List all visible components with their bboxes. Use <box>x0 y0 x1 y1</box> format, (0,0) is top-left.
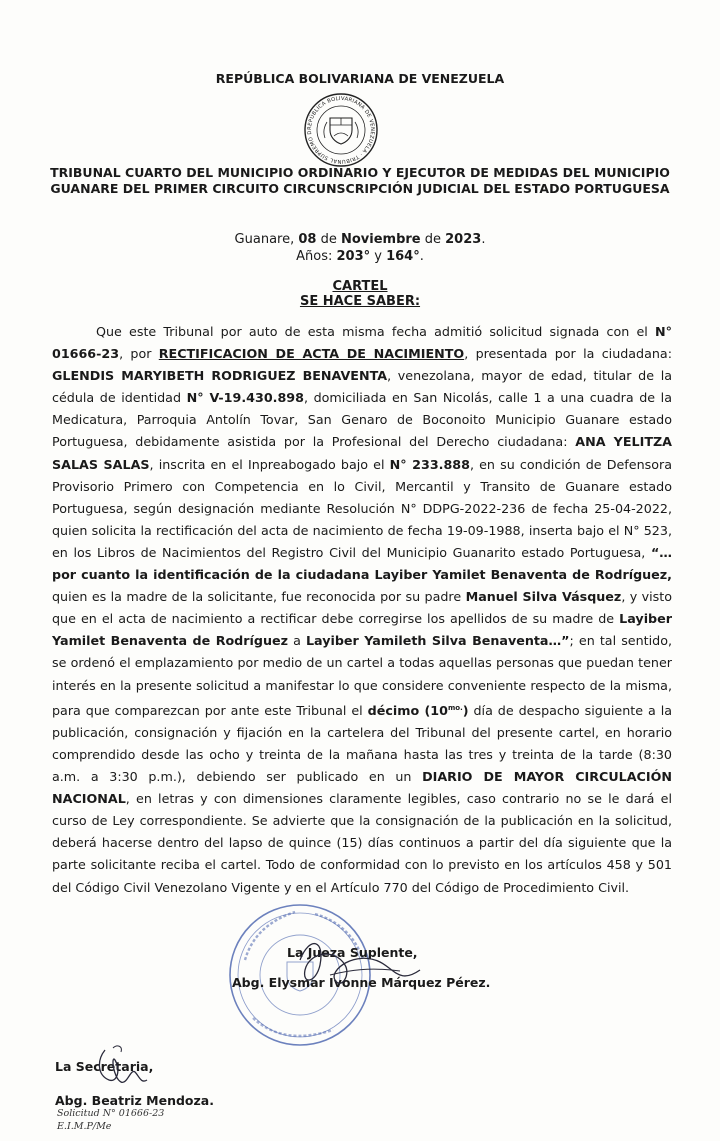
date-line <box>0 231 720 265</box>
coat-of-arms-seal <box>303 92 379 168</box>
date-years-line: Años: 203° y 164°. <box>296 249 424 264</box>
tribunal-heading: TRIBUNAL CUARTO DEL MUNICIPIO ORDINARIO Y EJECUTOR DE MEDIDAS DEL MUNICIPIO GUANARE DEL PRIMER CIRCUITO CIRCUNSCRIPCIÓN JUDICIAL DEL ESTADO PORTUGUESA <box>50 165 670 196</box>
judge-name: Abg. Elysmar Ivonne Márquez Pérez. <box>232 975 491 990</box>
seal-text: REPÚBLICA BOLIVARIANA DE VENEZUELA · TRIBUNAL SUPREMO D <box>306 95 376 165</box>
date-city-line: Guanare, 08 de Noviembre de 2023. <box>234 232 486 247</box>
cartel-title: CARTEL <box>332 279 388 294</box>
judge-signature-block <box>232 938 492 998</box>
secretary-title: La Secretaria, <box>55 1059 154 1074</box>
file-number: Solicitud N° 01666-23 <box>57 1108 165 1119</box>
initials: E.I.M.P/Me <box>57 1121 112 1132</box>
judge-title: La Jueza Suplente, <box>287 945 418 960</box>
file-reference <box>57 1107 217 1133</box>
document-title <box>0 279 720 309</box>
country-heading: REPÚBLICA BOLIVARIANA DE VENEZUELA <box>215 71 505 86</box>
secretary-name: Abg. Beatriz Mendoza. <box>55 1093 214 1108</box>
body-paragraph: Que este Tribunal por auto de esta misma fecha admitió solicitud signada con el N° 01666-23, por RECTIFICACION DE ACTA DE NACIMIENTO, presentada por la ciudadana: GLENDIS MARYIBETH RODRIGUEZ BENAVENTA, venezolana, mayor de edad, titular de la cédula de identidad N° V-19.430.898, domiciliada en San Nicolás, calle 1 a una cuadra de la Medicatura, Parroquia Antolín Tovar, San Genaro de Boconoito Municipio Guanare estado Portuguesa, debidamente asistida por la Profesional del Derecho ciudadana: ANA YELITZA SALAS SALAS, inscrita en el Inpreabogado bajo el N° 233.888, en su condición de Defensora Provisorio Primero con Competencia en lo Civil, Mercantil y Transito de Guanare estado Portuguesa, según designación mediante Resolución N° DDPG-2022-236 de fecha 25-04-2022, quien solicita la rectificación del acta de nacimiento de fecha 19-09-1988, inserta bajo el N° 523, en los Libros de Nacimientos del Registro Civil del Municipio Guanarito estado Portuguesa, “…por cuanto la identificación de la ciudadana Layiber Yamilet Benaventa de Rodríguez, quien es la madre de la solicitante, fue reconocida por su padre Manuel Silva Vásquez, y visto que en el acta de nacimiento a rectificar debe corregirse los apellidos de su madre de Layiber Yamilet Benaventa de Rodríguez a Layiber Yamileth Silva Benaventa…”; en tal sentido, se ordenó el emplazamiento por medio de un cartel a todas aquellas personas que puedan tener interés en la presente solicitud a manifestar lo que considere conveniente respecto de la misma, para que comparezcan por ante este Tribunal el décimo $(10^{mo.})$ día de despacho siguiente a la publicación, consignación y fijación en la cartelera del Tribunal del presente cartel, en horario comprendido desde las ocho y treinta de la mañana hasta las tres y treinta de la tarde (8:30 a.m. a 3:30 p.m.), debiendo ser publicado en un DIARIO DE MAYOR CIRCULACIÓN NACIONAL, en letras y con dimensiones claramente legibles, caso contrario no se le dará el curso de Ley correspondiente. Se advierte que la consignación de la publicación en la solicitud, deberá hacerse dentro del lapso de quince (15) días continuos a partir del día siguiente que la parte solicitante reciba el cartel. Todo de conformidad con lo previsto en los artículos 458 y 501 del Código Civil Venezolano Vigente y en el Artículo 770 del Código de Procedimiento Civil. <box>52 324 672 895</box>
se-hace-saber-subtitle: SE HACE SABER: <box>299 294 421 309</box>
